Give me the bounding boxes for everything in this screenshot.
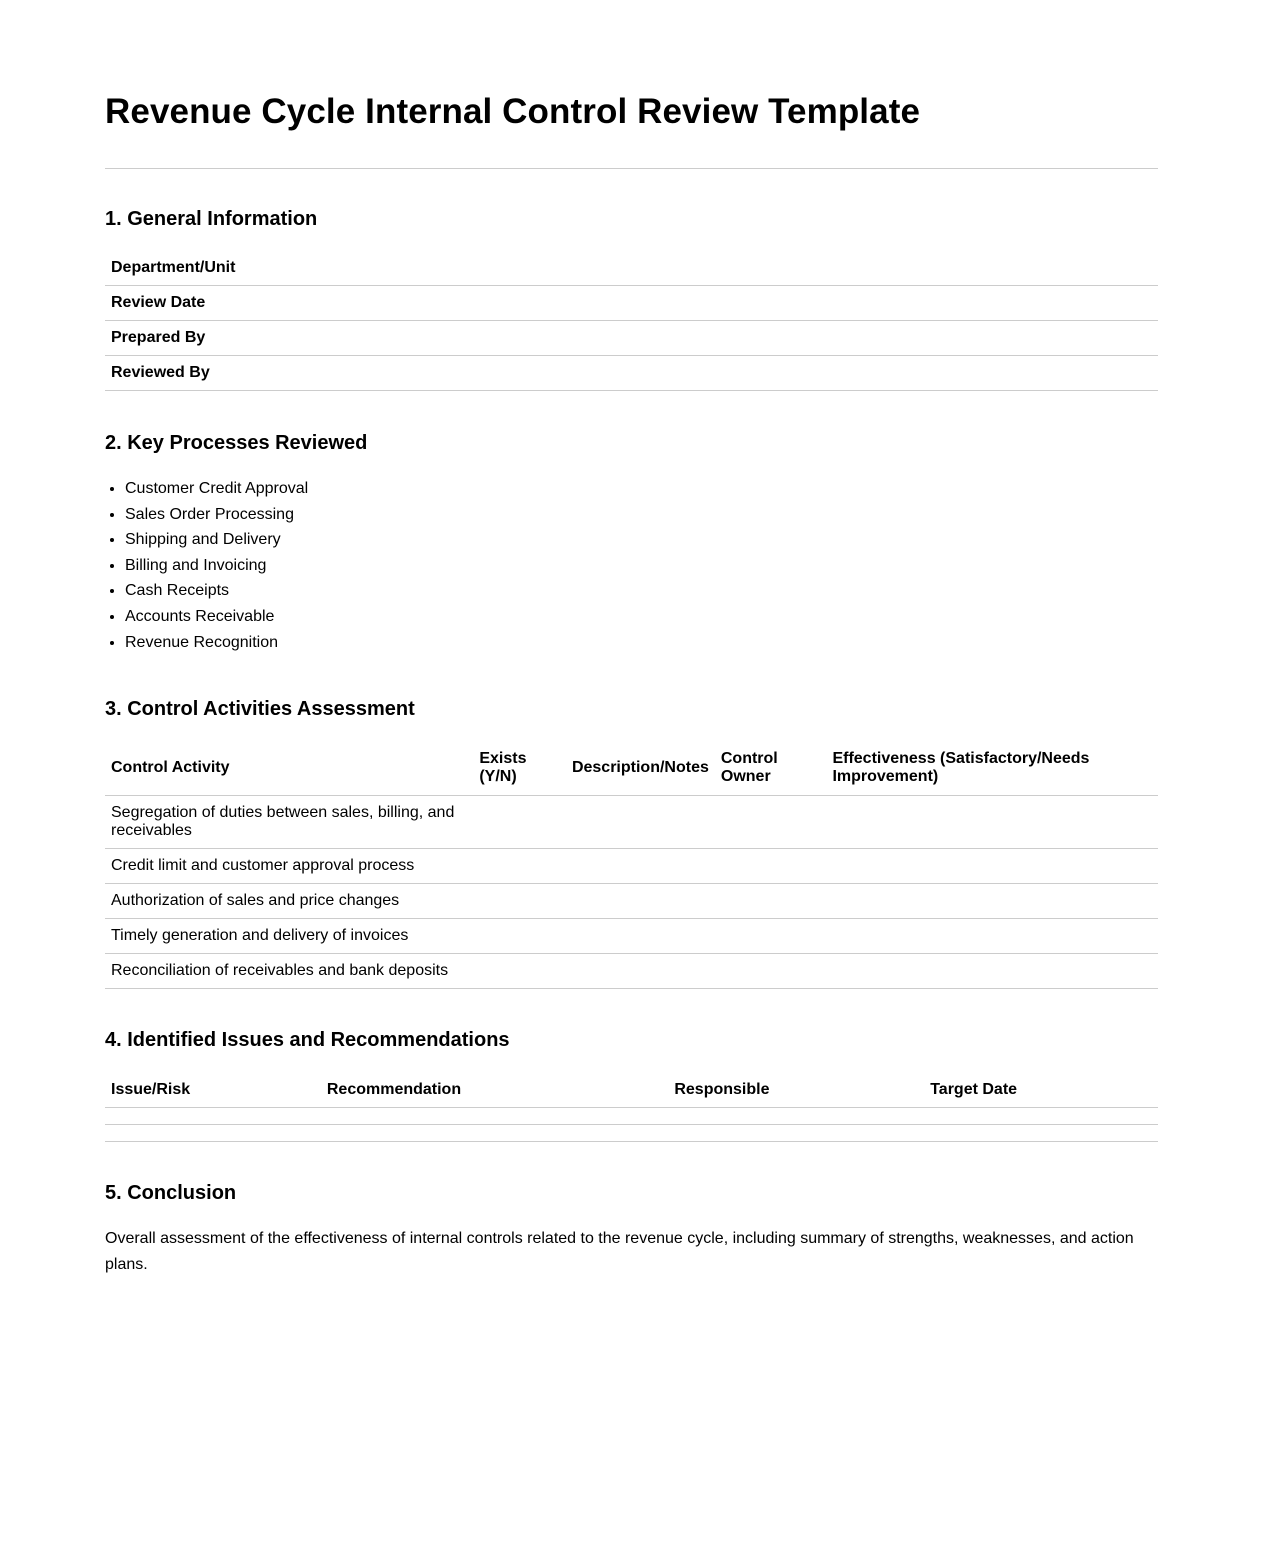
empty-cell: [826, 919, 1158, 954]
empty-cell: [715, 919, 827, 954]
empty-cell: [566, 919, 715, 954]
info-value: [337, 251, 1158, 286]
empty-cell: [715, 954, 827, 989]
empty-cell: [826, 954, 1158, 989]
column-header: Responsible: [668, 1072, 924, 1108]
conclusion-heading: 5. Conclusion: [105, 1182, 237, 1205]
empty-cell: [715, 849, 827, 884]
list-item: • Billing and Invoicing: [125, 553, 1158, 579]
controls-heading: 3. Control Activities Assessment: [105, 698, 415, 721]
info-value: [337, 286, 1158, 321]
control-activity-cell: Reconciliation of receivables and bank deposits: [105, 954, 473, 989]
controls-table: [105, 741, 1158, 989]
info-value: [337, 321, 1158, 356]
info-row-prepared-by: [105, 321, 1158, 356]
empty-cell: [826, 796, 1158, 849]
empty-cell: [473, 884, 566, 919]
empty-cell: [715, 796, 827, 849]
column-header: Target Date: [924, 1072, 1158, 1108]
general-info-heading: 1. General Information: [105, 208, 318, 230]
column-header: Recommendation: [321, 1072, 668, 1108]
empty-cell: [105, 1125, 321, 1142]
column-header: Exists (Y/N): [473, 741, 566, 796]
empty-cell: [321, 1125, 668, 1142]
table-row: [105, 1125, 1158, 1142]
info-row-reviewed-by: [105, 356, 1158, 391]
empty-cell: [924, 1125, 1158, 1142]
table-row: [105, 849, 1158, 884]
general-info-table: [105, 251, 1158, 391]
empty-cell: [566, 884, 715, 919]
document-page: [105, 0, 1158, 1277]
control-activity-cell: Timely generation and delivery of invoices: [105, 919, 473, 954]
table-header-row: [105, 1072, 1158, 1108]
list-item: • Sales Order Processing: [125, 502, 1158, 528]
title-divider: [105, 168, 1158, 169]
empty-cell: [566, 954, 715, 989]
column-header: Description/Notes: [566, 741, 715, 796]
control-activity-cell: Authorization of sales and price changes: [105, 884, 473, 919]
processes-list: [105, 476, 1158, 655]
empty-cell: [668, 1125, 924, 1142]
empty-cell: [473, 796, 566, 849]
table-row: [105, 884, 1158, 919]
column-header: Control Activity: [105, 741, 473, 796]
column-header: Control Owner: [715, 741, 827, 796]
empty-cell: [105, 1108, 321, 1125]
empty-cell: [715, 884, 827, 919]
empty-cell: [473, 954, 566, 989]
empty-cell: [924, 1108, 1158, 1125]
info-row-department: [105, 251, 1158, 286]
empty-cell: [566, 849, 715, 884]
table-row: [105, 954, 1158, 989]
control-activity-cell: Segregation of duties between sales, billing, and receivables: [105, 796, 473, 849]
info-label: Reviewed By: [105, 356, 337, 391]
table-row: [105, 919, 1158, 954]
column-header: Effectiveness (Satisfactory/Needs Improvement): [826, 741, 1158, 796]
list-item: • Shipping and Delivery: [125, 527, 1158, 553]
info-row-review-date: [105, 286, 1158, 321]
empty-cell: [566, 796, 715, 849]
empty-cell: [321, 1108, 668, 1125]
control-activity-cell: Credit limit and customer approval process: [105, 849, 473, 884]
empty-cell: [826, 849, 1158, 884]
empty-cell: [473, 849, 566, 884]
table-row: [105, 796, 1158, 849]
info-label: Review Date: [105, 286, 337, 321]
info-value: [337, 356, 1158, 391]
info-label: Department/Unit: [105, 251, 337, 286]
table-header-row: [105, 741, 1158, 796]
issues-table: [105, 1072, 1158, 1142]
list-item: • Revenue Recognition: [125, 630, 1158, 656]
info-label: Prepared By: [105, 321, 337, 356]
processes-heading: 2. Key Processes Reviewed: [105, 432, 368, 454]
issues-heading: 4. Identified Issues and Recommendations: [105, 1029, 510, 1052]
empty-cell: [473, 919, 566, 954]
column-header: Issue/Risk: [105, 1072, 321, 1108]
list-item: • Cash Receipts: [125, 578, 1158, 604]
list-item: • Accounts Receivable: [125, 604, 1158, 630]
table-row: [105, 1108, 1158, 1125]
empty-cell: [826, 884, 1158, 919]
empty-cell: [668, 1108, 924, 1125]
conclusion-text: Overall assessment of the effectiveness of internal controls related to the revenue cycle, including summary of strengths, weaknesses, and action plans.: [105, 1230, 1134, 1273]
list-item: • Customer Credit Approval: [125, 476, 1158, 502]
page-title: Revenue Cycle Internal Control Review Template: [105, 92, 921, 131]
